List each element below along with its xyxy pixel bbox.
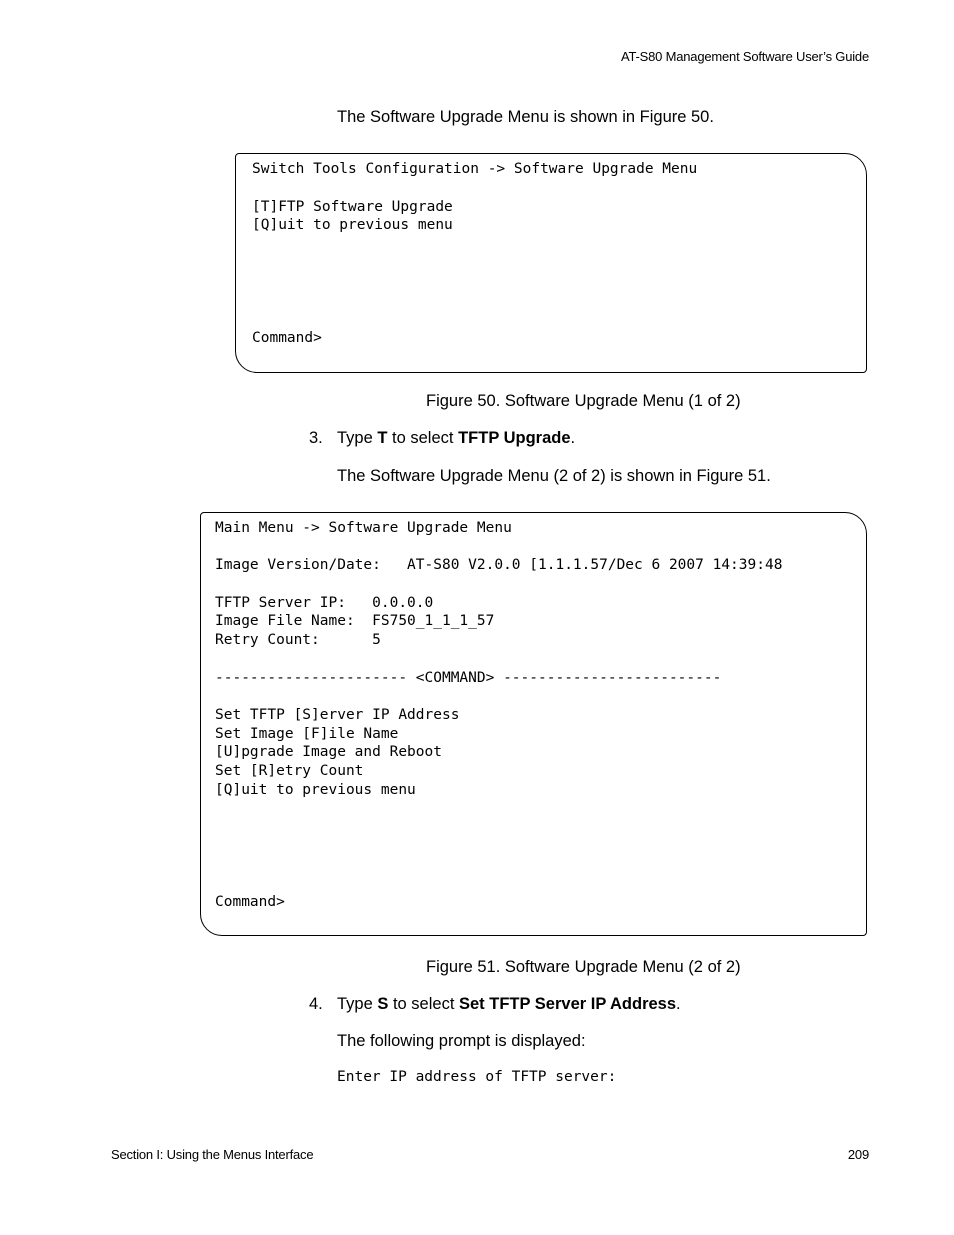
- step-3-followup: The Software Upgrade Menu (2 of 2) is shown in Figure 51.: [337, 467, 771, 485]
- command-prompt: Command>: [215, 894, 285, 910]
- retry-count-line: Retry Count: 5: [215, 632, 381, 648]
- page-number: 209: [847, 1147, 869, 1162]
- running-header: AT-S80 Management Software User’s Guide: [621, 49, 869, 64]
- step-3-key: T: [377, 429, 388, 447]
- step-3-prefix: Type: [337, 429, 378, 447]
- figure-50-caption: Figure 50. Software Upgrade Menu (1 of 2): [426, 392, 741, 410]
- menu-option-quit: [Q]uit to previous menu: [215, 782, 416, 798]
- terminal-title: Switch Tools Configuration -> Software Upgrade Menu: [252, 161, 698, 177]
- menu-option-retry: Set [R]etry Count: [215, 763, 364, 779]
- step-4-target: Set TFTP Server IP Address: [459, 995, 677, 1013]
- menu-option-quit: [Q]uit to previous menu: [252, 217, 453, 233]
- step-4-text: [337, 995, 681, 1014]
- step-3-middle: to select: [387, 429, 459, 447]
- step-4-key: S: [377, 995, 389, 1013]
- tftp-prompt-example: Enter IP address of TFTP server:: [337, 1069, 617, 1085]
- menu-option-file-name: Set Image [F]ile Name: [215, 726, 399, 742]
- command-prompt: Command>: [252, 330, 322, 346]
- step-4-number: 4.: [309, 995, 323, 1013]
- figure-51-terminal: [200, 512, 867, 936]
- figure-50-terminal: [235, 153, 867, 373]
- tftp-server-ip-line: TFTP Server IP: 0.0.0.0: [215, 595, 434, 611]
- step-3-suffix: .: [570, 429, 576, 447]
- footer-section: Section I: Using the Menus Interface: [111, 1147, 314, 1162]
- step-4-middle: to select: [388, 995, 459, 1013]
- image-version-line: Image Version/Date: AT-S80 V2.0.0 [1.1.1.57/Dec 6 2007 14:39:48: [215, 557, 783, 573]
- step-4-prefix: Type: [337, 995, 378, 1013]
- step-4-suffix: .: [676, 995, 681, 1013]
- figure-51-caption: Figure 51. Software Upgrade Menu (2 of 2): [426, 958, 741, 976]
- image-file-name-line: Image File Name: FS750_1_1_1_57: [215, 613, 495, 629]
- menu-option-server-ip: Set TFTP [S]erver IP Address: [215, 707, 460, 723]
- command-divider: ---------------------- <COMMAND> -------------------------: [215, 670, 722, 686]
- menu-option-tftp: [T]FTP Software Upgrade: [252, 199, 453, 215]
- step-4-followup: The following prompt is displayed:: [337, 1032, 586, 1050]
- step-3-number: 3.: [309, 429, 323, 447]
- step-3-target: TFTP Upgrade: [458, 429, 571, 447]
- step-3-text: [337, 429, 575, 448]
- menu-option-upgrade: [U]pgrade Image and Reboot: [215, 744, 442, 760]
- intro-paragraph: The Software Upgrade Menu is shown in Figure 50.: [337, 108, 714, 126]
- terminal-title: Main Menu -> Software Upgrade Menu: [215, 520, 512, 536]
